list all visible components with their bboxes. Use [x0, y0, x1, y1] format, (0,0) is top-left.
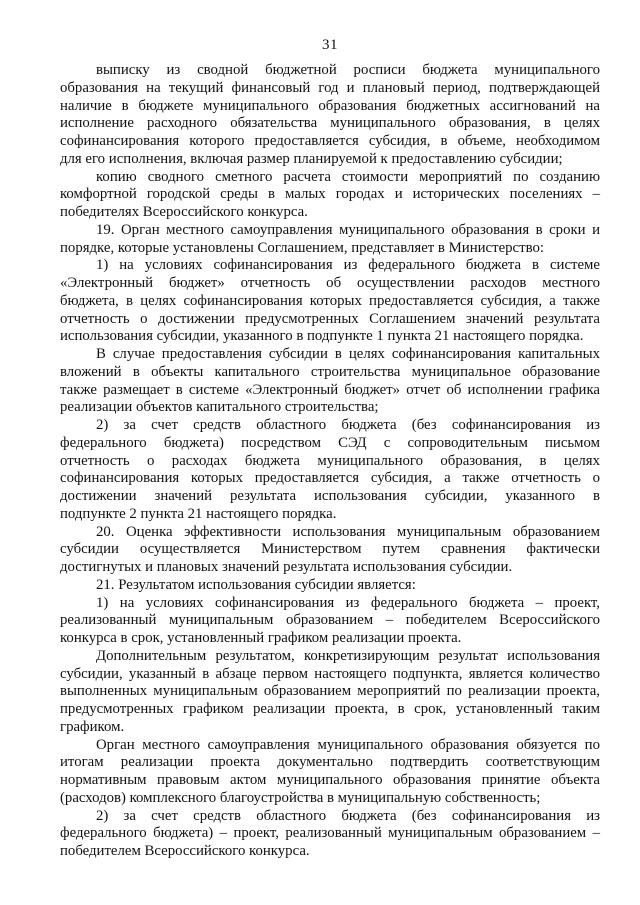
text-line: подпункте 2 пункта 21 настоящего порядка.: [60, 505, 337, 522]
paragraph: [60, 417, 600, 524]
text-line: (расходов) комплексного благоустройства в муниципальную собственность;: [60, 789, 541, 806]
text-line: конкурса в срок, установленный графиком реализации проекта.: [60, 630, 462, 646]
text-line: победителях Всероссийского конкурса.: [60, 204, 308, 220]
text-line: 1) на условиях софинансирования из федерального бюджета в системе: [96, 257, 600, 274]
text-line: субсидии, указанный в абзаце первом настоящего подпункта, является количество: [60, 665, 600, 682]
paragraph: [60, 222, 600, 258]
paragraph: [60, 808, 600, 861]
text-line: отчетность о расходах бюджета муниципального образования, в целях: [60, 452, 600, 469]
text-line: достижении значений результата использования субсидии, указанного в: [60, 488, 600, 504]
paragraph: [60, 524, 600, 577]
paragraph: [60, 346, 600, 417]
paragraph: [60, 648, 600, 737]
text-line: федерального бюджета) – проект, реализованный муниципальным образованием –: [60, 825, 600, 842]
text-line: исполнение расходного обязательства муниципального образования, в целях: [60, 115, 600, 132]
text-line: нормативным правовым актом муниципального образования принятие объекта: [60, 772, 600, 788]
text-line: выполненных муниципальным образованием мероприятий по реализации проекта,: [60, 683, 600, 700]
paragraph: [60, 169, 600, 222]
text-line: бюджета, в целях софинансирования которых предоставляется субсидия, а также: [60, 292, 600, 309]
text-line: графиком.: [60, 718, 125, 735]
text-line: 19. Орган местного самоуправления муниципального образования в сроки и: [96, 221, 600, 238]
text-line: для его исполнения, включая размер планируемой к предоставлению субсидии;: [60, 150, 563, 167]
paragraph: [60, 577, 600, 595]
text-line: образования на текущий финансовый год и плановый период, подтверждающей: [60, 79, 600, 96]
text-line: 21. Результатом использования субсидии является:: [96, 576, 416, 593]
text-column: [60, 36, 600, 861]
text-line: комфортной городской среды в малых городах и исторических поселениях –: [60, 186, 600, 203]
text-line: «Электронный бюджет» отчетность об осуществлении расходов местного: [60, 275, 600, 291]
text-line: предусмотренных графиком реализации проекта, в срок, установленный таким: [60, 701, 600, 717]
text-line: федерального бюджета) посредством СЭД с сопроводительным письмом: [60, 434, 600, 451]
text-line: 1) на условиях софинансирования из федерального бюджета – проект,: [96, 594, 600, 611]
text-line: В случае предоставления субсидии в целях софинансирования капитальных: [96, 346, 600, 362]
text-line: достигнутых и плановых значений результата использования субсидии.: [60, 559, 513, 575]
document-body: [60, 62, 600, 861]
paragraph: [60, 62, 600, 169]
text-line: реализованный муниципальным образованием – победителем Всероссийского: [60, 612, 600, 629]
text-line: использования субсидии, указанного в подпункте 1 пункта 21 настоящего порядка.: [60, 328, 584, 345]
text-line: копию сводного сметного расчета стоимости мероприятий по созданию: [96, 168, 600, 185]
text-line: реализации объектов капитального строительства;: [60, 399, 379, 416]
text-line: 20. Оценка эффективности использования муниципальным образованием: [96, 523, 600, 540]
text-line: софинансирования которых предоставляется субсидия, а также отчетность о: [60, 470, 600, 487]
text-line: наличие в бюджете муниципального образования бюджетных ассигнований на: [60, 97, 600, 114]
text-line: 2) за счет средств областного бюджета (без софинансирования из: [96, 807, 600, 824]
text-line: также размещает в системе «Электронный бюджет» отчет об исполнении графика: [60, 381, 600, 398]
text-line: вложений в объекты капитального строительства муниципальное образование: [60, 363, 600, 380]
text-line: 2) за счет средств областного бюджета (без софинансирования из: [96, 417, 600, 433]
paragraph: [60, 595, 600, 648]
text-line: субсидии осуществляется Министерством путем сравнения фактически: [60, 541, 600, 558]
paragraph: [60, 737, 600, 808]
text-line: порядке, которые установлены Соглашением, представляет в Министерство:: [60, 239, 544, 256]
page-number: 31: [322, 37, 338, 53]
text-line: Орган местного самоуправления муниципального образования обязуется по: [96, 736, 600, 753]
text-line: Дополнительным результатом, конкретизирующим результат использования: [96, 647, 600, 664]
text-line: выписку из сводной бюджетной росписи бюджета муниципального: [96, 62, 600, 78]
paragraph: [60, 257, 600, 346]
text-line: отчетность о достижении предусмотренных Соглашением значений результата: [60, 310, 600, 327]
text-line: победителем Всероссийского конкурса.: [60, 843, 310, 859]
text-line: софинансирования которого предоставляется субсидия, в объеме, необходимом: [60, 133, 600, 149]
text-line: итогам реализации проекта документально подтвердить соответствующим: [60, 754, 600, 771]
